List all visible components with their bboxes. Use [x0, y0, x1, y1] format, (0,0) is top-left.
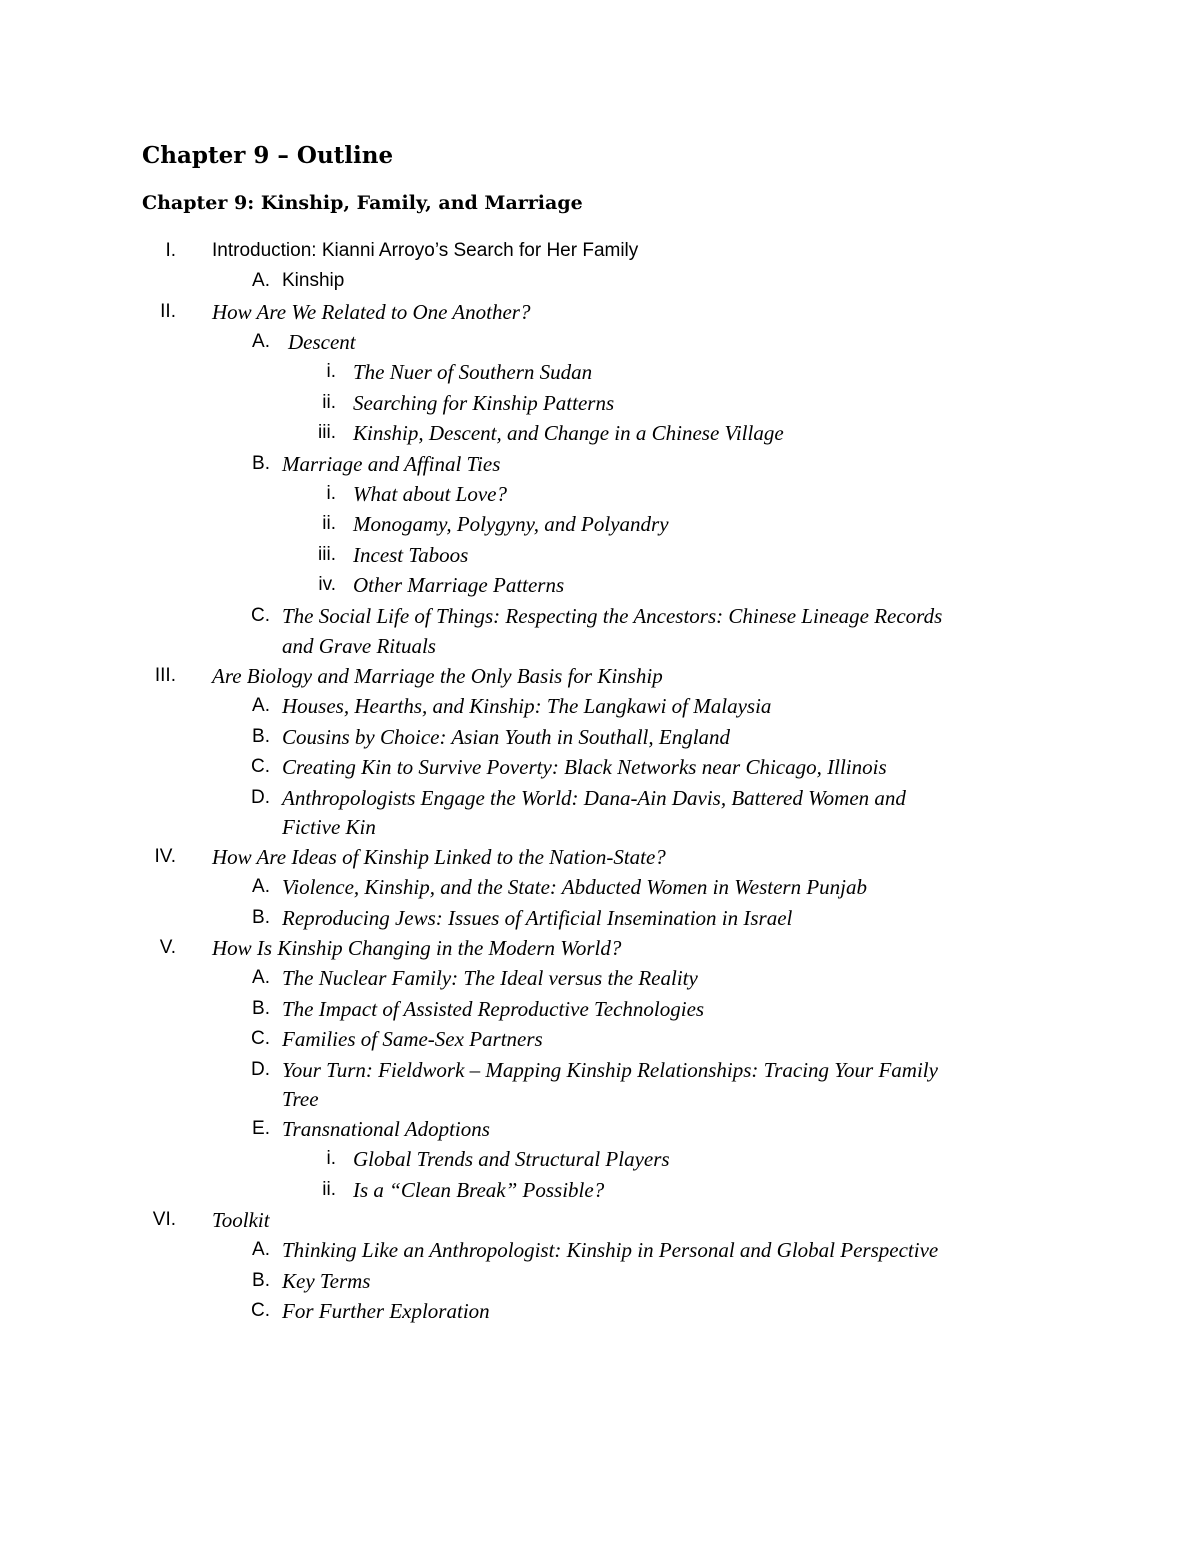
outline-text: Descent: [288, 330, 356, 354]
outline-text: Are Biology and Marriage the Only Basis for Kinship: [212, 664, 663, 688]
roman-marker: ii.: [322, 513, 336, 534]
letter-marker: B.: [252, 907, 270, 928]
outline-text: Houses, Hearths, and Kinship: The Langkawi of Malaysia: [282, 694, 772, 718]
roman-numeral: II.: [160, 301, 176, 322]
letter-marker: B.: [252, 726, 270, 747]
roman-marker: ii.: [322, 392, 336, 413]
outline-text: and Grave Rituals: [282, 634, 436, 658]
letter-marker: B.: [252, 1270, 270, 1291]
letter-marker: B.: [252, 998, 270, 1019]
outline-text: The Nuer of Southern Sudan: [353, 360, 593, 384]
letter-marker: C.: [251, 756, 270, 777]
outline-text: Your Turn: Fieldwork – Mapping Kinship Relationships: Tracing Your Family: [282, 1058, 938, 1082]
roman-numeral: V.: [159, 937, 176, 958]
roman-marker: iv.: [318, 574, 336, 595]
outline-text: Transnational Adoptions: [282, 1117, 490, 1141]
outline-text: Kinship, Descent, and Change in a Chinese Village: [353, 421, 784, 445]
letter-marker: D.: [251, 1059, 270, 1080]
roman-marker: i.: [326, 483, 336, 504]
outline-text: The Nuclear Family: The Ideal versus the Reality: [282, 966, 698, 990]
outline-text: What about Love?: [353, 482, 507, 506]
page-title: Chapter 9 – Outline: [142, 142, 394, 169]
outline-text: Violence, Kinship, and the State: Abducted Women in Western Punjab: [282, 875, 867, 899]
outline-text: Anthropologists Engage the World: Dana-Ain Davis, Battered Women and: [282, 786, 906, 810]
outline-text: Fictive Kin: [282, 815, 376, 839]
outline-text: The Impact of Assisted Reproductive Technologies: [282, 997, 705, 1021]
outline-text: Reproducing Jews: Issues of Artificial Insemination in Israel: [282, 906, 793, 930]
outline-text: Cousins by Choice: Asian Youth in Southall, England: [282, 725, 731, 749]
outline-text: Marriage and Affinal Ties: [282, 452, 501, 476]
roman-marker: i.: [326, 1148, 336, 1169]
outline-text: Monogamy, Polygyny, and Polyandry: [353, 512, 669, 536]
letter-marker: C.: [251, 1028, 270, 1049]
chapter-heading: Chapter 9: Kinship, Family, and Marriage: [142, 192, 583, 214]
roman-marker: iii.: [318, 422, 336, 443]
outline-text: Other Marriage Patterns: [353, 573, 565, 597]
outline-text: Global Trends and Structural Players: [353, 1147, 670, 1171]
outline-text: Incest Taboos: [353, 543, 469, 567]
letter-marker: C.: [251, 1300, 270, 1321]
outline-text: Creating Kin to Survive Poverty: Black Networks near Chicago, Illinois: [282, 755, 887, 779]
letter-marker: D.: [251, 787, 270, 808]
roman-numeral: III.: [154, 665, 176, 686]
letter-marker: C.: [251, 605, 270, 626]
letter-marker: A.: [252, 270, 270, 291]
letter-marker: A.: [252, 1239, 270, 1260]
outline-text: How Is Kinship Changing in the Modern World?: [212, 936, 622, 960]
letter-marker: A.: [252, 967, 270, 988]
letter-marker: A.: [252, 695, 270, 716]
letter-marker: B.: [252, 453, 270, 474]
roman-numeral: I.: [165, 240, 176, 261]
letter-marker: A.: [252, 331, 270, 352]
outline-text: How Are We Related to One Another?: [212, 300, 531, 324]
outline-text: Searching for Kinship Patterns: [353, 391, 615, 415]
outline-text: Toolkit: [212, 1208, 270, 1232]
outline-text: Is a “Clean Break” Possible?: [353, 1178, 605, 1202]
letter-marker: A.: [252, 876, 270, 897]
outline-text: Thinking Like an Anthropologist: Kinship in Personal and Global Perspective: [282, 1238, 939, 1262]
letter-marker: E.: [252, 1118, 270, 1139]
outline-text: Introduction: Kianni Arroyo’s Search for Her Family: [212, 240, 639, 261]
roman-marker: iii.: [318, 544, 336, 565]
outline-text: Families of Same-Sex Partners: [282, 1027, 543, 1051]
roman-numeral: VI.: [152, 1209, 176, 1230]
roman-marker: i.: [326, 361, 336, 382]
outline-text: Tree: [282, 1087, 319, 1111]
outline-text: The Social Life of Things: Respecting the Ancestors: Chinese Lineage Records: [282, 604, 943, 628]
outline-text: Kinship: [282, 270, 345, 291]
roman-marker: ii.: [322, 1179, 336, 1200]
outline-text: Key Terms: [282, 1269, 371, 1293]
outline-text: For Further Exploration: [282, 1299, 490, 1323]
outline-text: How Are Ideas of Kinship Linked to the Nation-State?: [212, 845, 666, 869]
roman-numeral: IV.: [154, 846, 176, 867]
